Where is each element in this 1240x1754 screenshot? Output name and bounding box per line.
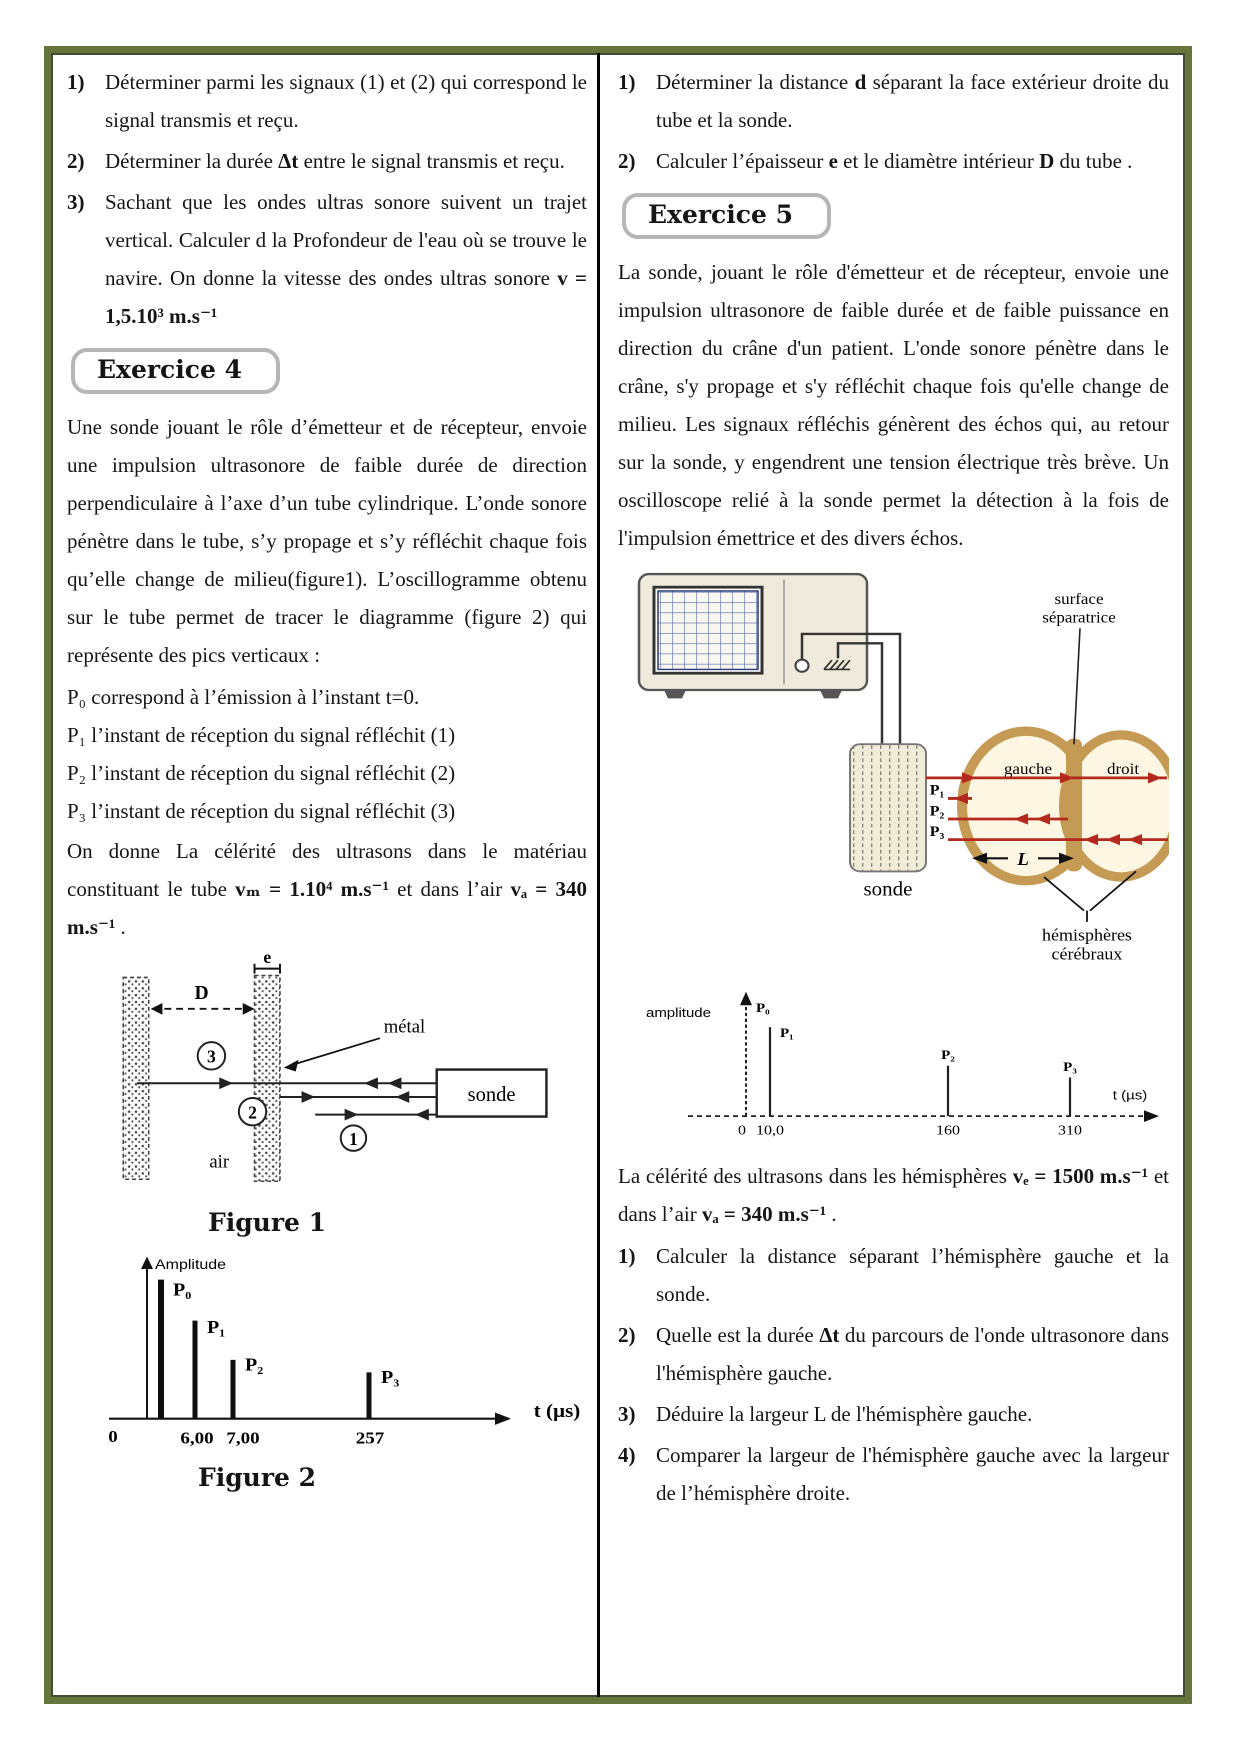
label-gauche: gauche — [1003, 759, 1053, 779]
pulse-P1-label: P₁ — [780, 1026, 794, 1040]
label-metal: métal — [383, 1016, 426, 1038]
item-text — [105, 142, 587, 180]
pulse-P0-label: P₀ — [756, 1001, 770, 1015]
arrow-right-icon — [219, 1077, 233, 1089]
figure2-caption: Figure 2 — [197, 1463, 317, 1492]
p0-line: P₀ correspond à l’émission à l’instant t=0. — [67, 685, 420, 709]
list-item — [618, 142, 1169, 180]
x-axis-label: t (µs) — [1112, 1087, 1148, 1103]
label-hemispheres-1: hémisphères — [1042, 925, 1132, 945]
exercise-5-paragraph: La sonde, jouant le rôle d'émetteur et de récepteur, envoie une impulsion ultrasonore de faible durée et de faible puissance en direction du crâne d'un patient. L'onde sonore pénètre dans le crâne, s'y propage et s'y réfléchit chaque fois qu'elle change de milieu. Les signaux réfléchis génèrent des échos qui, au retour sur la sonde, y engendrent une tension électrique très brève. Un oscilloscope relié à la sonde permet la détection à la fois de l'impulsion émettrice et des divers échos. — [618, 260, 1169, 550]
pulse-P0-label: P₀ — [173, 1280, 192, 1301]
label-surface: surface — [1054, 589, 1104, 608]
celerity-line — [618, 1157, 1169, 1233]
item-text — [656, 63, 1169, 139]
page-frame — [44, 46, 1192, 1704]
pulse-P2-label: P₂ — [941, 1048, 955, 1062]
math-run: Δt — [819, 1323, 840, 1347]
text-run: et le diamètre intérieur — [837, 149, 1040, 173]
list-item — [618, 1316, 1169, 1392]
label-sonde: sonde — [467, 1083, 516, 1106]
text-run: du tube . — [1054, 149, 1133, 173]
text-run: Déduire la largeur L de l'hémisphère gauche. — [656, 1402, 1033, 1426]
math-run: vₑ = 1500 m.s⁻¹ — [1012, 1164, 1149, 1188]
D-arrow-left — [151, 1003, 163, 1015]
x-axis-label: t (µs) — [533, 1400, 581, 1422]
text-run: Calculer la distance séparant l’hémisphère gauche et la sonde. — [656, 1244, 1169, 1306]
y-axis-label: Amplitude — [155, 1256, 227, 1273]
list-item — [618, 1436, 1169, 1512]
figure1 — [67, 952, 587, 1238]
math-run: D — [1039, 149, 1055, 173]
tube-left-wall — [123, 977, 148, 1179]
x-axis-arrow-icon — [1144, 1110, 1159, 1122]
screen-grid — [658, 591, 758, 670]
math-run: vₐ = 340 m.s⁻¹ — [67, 877, 587, 939]
text-run: entre le signal transmis et reçu. — [298, 149, 565, 173]
tick-0: 0 — [737, 1123, 747, 1139]
list-item — [67, 183, 587, 335]
metal-arrowhead-icon — [284, 1060, 299, 1072]
item-text — [656, 1316, 1169, 1392]
left-column — [51, 53, 597, 1697]
label-e: e — [263, 952, 272, 967]
text-run: du parcours de l'onde ultrasonore dans l'hémisphère gauche. — [656, 1323, 1170, 1385]
list-item — [618, 1395, 1169, 1433]
item-text — [656, 1395, 1169, 1433]
text-run: On donne La célérité des ultrasons dans le matériau constituant le tube — [67, 839, 587, 901]
figure2 — [67, 1244, 587, 1493]
text-run: . — [115, 915, 126, 939]
p3-line: P₃ l’instant de réception du signal réfléchit (3) — [67, 799, 456, 823]
arrow-left-icon — [396, 1091, 410, 1103]
text-run: Calculer l’épaisseur — [656, 149, 829, 173]
probe-label: sonde — [863, 879, 913, 901]
text-run: Déterminer la distance — [656, 70, 855, 94]
arrow-left-icon — [364, 1077, 378, 1089]
knob-icon — [796, 660, 809, 672]
skull-echo-illustration — [624, 561, 1169, 963]
label-air: air — [209, 1151, 230, 1173]
item-number: 4) — [618, 1443, 636, 1467]
tick-310: 310 — [1058, 1123, 1082, 1139]
p2-line: P₂ l’instant de réception du signal réfléchit (2) — [67, 761, 456, 785]
pulse-P2-label: P₂ — [245, 1355, 264, 1376]
device-foot — [820, 690, 842, 698]
device-foot — [664, 690, 686, 698]
item-number: 2) — [618, 1323, 636, 1347]
circled-1-label: 1 — [349, 1128, 358, 1149]
givens-line — [67, 832, 587, 946]
pulse-P1-label: P₁ — [207, 1318, 226, 1338]
math-run: e — [828, 149, 838, 173]
text-run: Sachant que les ondes ultras sonore suivent un trajet vertical. Calculer d la Profondeur de l'eau où se trouve le navire. On donne la vitesse des ondes ultras sonore — [105, 190, 587, 290]
item-number: 1) — [618, 1244, 636, 1268]
text-run: Déterminer parmi les signaux (1) et (2) qui correspond le signal transmis et reçu. — [105, 70, 587, 132]
item-text — [656, 1237, 1169, 1313]
x-axis-arrow-icon — [495, 1412, 511, 1424]
item-text — [656, 1436, 1169, 1512]
label-separatrice: séparatrice — [1042, 608, 1116, 627]
tick-6: 6,00 — [180, 1428, 214, 1448]
echo-P1-label: P₁ — [929, 782, 945, 799]
math-run: v = 1,5.10³ m.s⁻¹ — [105, 266, 587, 328]
arrow-left-icon — [415, 1109, 429, 1121]
tick-10: 10,0 — [756, 1123, 784, 1139]
exercise-4-paragraph: Une sonde jouant le rôle d’émetteur et de récepteur, envoie une impulsion ultrasonore de faible durée de direction perpendiculaire à l’axe d’un tube cylindrique. L’onde sonore pénètre dans le tube, s’y propage et s’y réfléchit chaque fois qu’elle change de milieu(figure1). L’oscillogramme obtenu sur le tube permet de tracer le diagramme (figure 2) qui représente des pics verticaux : — [67, 415, 587, 667]
circled-2-label: 2 — [248, 1102, 257, 1123]
list-item — [67, 63, 587, 139]
circled-3-label: 3 — [207, 1046, 216, 1067]
text-run: séparant la face extérieur droite du tube et la sonde. — [656, 70, 1169, 132]
echogram-chart — [618, 975, 1163, 1143]
text-run: Quelle est la durée — [656, 1323, 820, 1347]
arrow-left-icon — [388, 1077, 402, 1089]
arrow-right-icon — [345, 1109, 359, 1121]
pulse-P3-label: P₃ — [1063, 1059, 1077, 1074]
label-D: D — [194, 983, 209, 1005]
y-axis-label: amplitude — [646, 1005, 712, 1020]
math-run: d — [854, 70, 867, 94]
probe — [850, 744, 926, 871]
exercise-4-badge: Exercice 4 — [71, 348, 280, 394]
item-text — [656, 142, 1169, 180]
item-number: 2) — [618, 149, 636, 173]
item-number: 3) — [67, 190, 85, 214]
arrow-right-icon — [302, 1091, 316, 1103]
text-run: La célérité des ultrasons dans les hémisphères — [618, 1164, 1013, 1188]
echo-P2-label: P₂ — [929, 802, 945, 820]
amplitude-arrow-icon — [740, 992, 752, 1005]
echo-P3-label: P₃ — [929, 823, 945, 840]
figure2-chart — [67, 1244, 587, 1449]
text-run: et dans l’air — [388, 877, 511, 901]
math-run: vₘ = 1.10⁴ m.s⁻¹ — [235, 877, 389, 901]
D-arrow-right — [243, 1003, 255, 1015]
tick-160: 160 — [936, 1123, 960, 1139]
item-text — [105, 183, 587, 335]
text-run: . — [826, 1202, 837, 1226]
text-run: Comparer la largeur de l'hémisphère gauche avec la largeur de l’hémisphère droite. — [656, 1443, 1169, 1505]
item-number: 3) — [618, 1402, 636, 1426]
label-droit: droit — [1106, 759, 1140, 779]
text-run: et dans l’air — [618, 1164, 1170, 1226]
text-run: Déterminer la durée — [105, 149, 279, 173]
list-item — [67, 142, 587, 180]
item-number: 1) — [67, 70, 85, 94]
list-item — [618, 1237, 1169, 1313]
tick-0: 0 — [108, 1426, 118, 1446]
figure1-diagram — [67, 952, 587, 1192]
tick-257: 257 — [355, 1428, 385, 1448]
y-axis-arrow-icon — [141, 1256, 153, 1268]
surface-pointer — [1074, 628, 1080, 744]
math-run: Δt — [278, 149, 299, 173]
right-column — [600, 53, 1185, 1697]
p1-line: P₁ l’instant de réception du signal réfléchit (1) — [67, 723, 456, 747]
item-number: 1) — [618, 70, 636, 94]
exercise-5-badge: Exercice 5 — [622, 193, 831, 239]
item-number: 2) — [67, 149, 85, 173]
label-L: L — [1017, 849, 1029, 869]
tube-middle-wall — [255, 976, 280, 1182]
figure1-caption: Figure 1 — [207, 1208, 327, 1237]
list-item — [618, 63, 1169, 139]
math-run: vₐ = 340 m.s⁻¹ — [701, 1202, 827, 1226]
metal-pointer — [290, 1038, 380, 1065]
tick-7: 7,00 — [226, 1428, 260, 1448]
pulse-P3-label: P₃ — [381, 1367, 400, 1388]
item-text — [105, 63, 587, 139]
separating-surface — [1066, 739, 1082, 872]
label-hemispheres-2: cérébraux — [1051, 943, 1123, 963]
